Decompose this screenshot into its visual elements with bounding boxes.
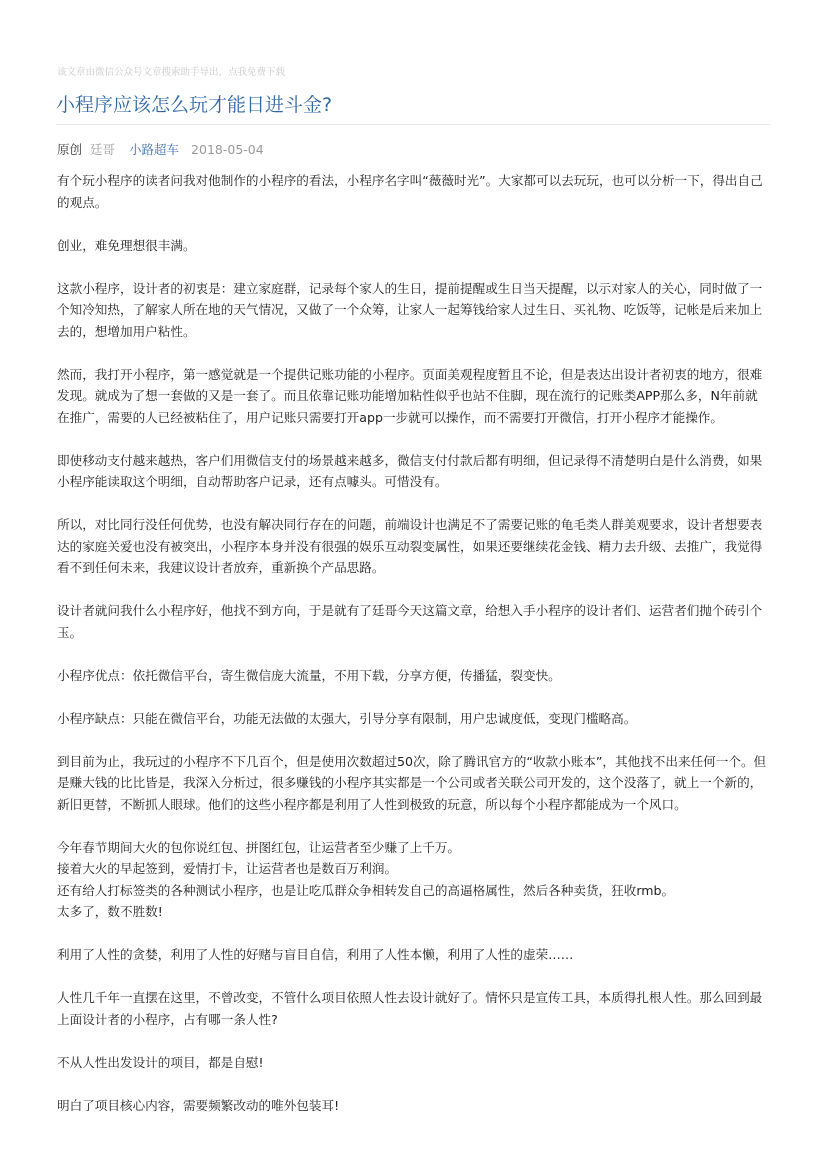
article-title: 小程序应该怎么玩才能日进斗金? — [56, 94, 333, 116]
paragraph: 到目前为止，我玩过的小程序不下几百个，但是使用次数超过50次，除了腾讯官方的“收款小账本”，其他找不出来任何一个。但是赚大钱的比比皆是，我深入分析过，很多赚钱的小程序其实都是一个公司或者关联公司开发的，这个没落了，就上一个新的，新旧更替，不断抓人眼球。他们的这些小程序都是利用了人性到极致的玩意，所以每个小程序都能成为一个风口。 — [57, 753, 767, 812]
account-link[interactable]: 小路超车 — [129, 142, 180, 157]
text-line: 还有给人打标签类的各种测试小程序，也是让吃瓜群众争相转发自己的高逼格属性，然后各种卖货，狂收rmb。 — [57, 882, 675, 898]
paragraph: 人性几千年一直摆在这里，不曾改变，不管什么项目依照人性去设计就好了。情怀只是宣传工具，本质得扎根人性。那么回到最上面设计者的小程序，占有哪一条人性? — [57, 990, 763, 1027]
article-body — [57, 170, 769, 1138]
paragraph: 小程序缺点：只能在微信平台，功能无法做的太强大，引导分享有限制，用户忠诚度低，变现门槛略高。 — [57, 710, 637, 726]
title-divider — [56, 124, 770, 125]
paragraph: 明白了项目核心内容，需要频繁改动的唯外包装耳! — [57, 1097, 340, 1113]
paragraph: 设计者就问我什么小程序好，他找不到方向，于是就有了廷哥今天这篇文章，给想入手小程序的设计者们、运营者们抛个砖引个玉。 — [57, 603, 763, 640]
text-line: 今年春节期间大火的包你说红包、拼图红包，让运营者至少赚了上千万。 — [57, 839, 460, 855]
author-name: 廷哥 — [90, 142, 116, 157]
examples-block — [57, 837, 769, 923]
publish-date: 2018-05-04 — [191, 142, 264, 157]
paragraph: 所以，对比同行没任何优势，也没有解决同行存在的问题，前端设计也满足不了需要记账的龟毛类人群美观要求，设计者想要表达的家庭关爱也没有被突出，小程序本身并没有很强的娱乐互动裂变属性，如果还要继续花金钱、精力去升级、去推广，我觉得看不到任何未来，我建议设计者放弃，重新换个产品思路。 — [57, 517, 763, 575]
original-tag: 原创 — [57, 142, 83, 157]
text-line: 太多了，数不胜数! — [57, 904, 163, 919]
paragraph: 即使移动支付越来越热，客户们用微信支付的场景越来越多，微信支付付款后都有明细，但记录得不清楚明白是什么消费，如果小程序能读取这个明细，自动帮助客户记录，还有点噱头。可惜没有。 — [57, 452, 763, 489]
export-notice-link[interactable]: 该文章由微信公众号文章搜索助手导出，点我免费下载 — [57, 67, 286, 78]
paragraph: 创业，难免理想很丰满。 — [57, 237, 196, 253]
paragraph: 不从人性出发设计的项目，都是自慰! — [57, 1054, 264, 1070]
paragraph: 然而，我打开小程序，第一感觉就是一个提供记账功能的小程序。页面美观程度暂且不论，但是表达出设计者初衷的地方，很难发现。就成为了想一套做的又是一套了。而且依靠记账功能增加粘性似乎也站不住脚，现在流行的记账类APP那么多，N年前就在推广，需要的人已经被粘住了，用户记账只需要打开app一步就可以操作，而不需要打开微信，打开小程序才能操作。 — [57, 366, 763, 425]
paragraph: 有个玩小程序的读者问我对他制作的小程序的看法，小程序名字叫“薇薇时光”。大家都可以去玩玩，也可以分析一下，得出自己的观点。 — [57, 173, 763, 210]
text-line: 接着大火的早起签到，爱情打卡，让运营者也是数百万利润。 — [57, 861, 398, 876]
paragraph: 这款小程序，设计者的初衷是：建立家庭群，记录每个家人的生日，提前提醒或生日当天提醒，以示对家人的关心，同时做了一个知冷知热，了解家人所在地的天气情况，又做了一个众筹，让家人一起筹钱给家人过生日、买礼物、吃饭等，记帐是后来加上去的，想增加用户粘性。 — [57, 280, 763, 339]
paragraph: 小程序优点：依托微信平台，寄生微信庞大流量，不用下载，分享方便，传播猛，裂变快。 — [57, 667, 561, 683]
article-meta — [57, 140, 264, 158]
paragraph: 利用了人性的贪婪，利用了人性的好赌与盲目自信，利用了人性本懒，利用了人性的虚荣…… — [57, 947, 574, 962]
